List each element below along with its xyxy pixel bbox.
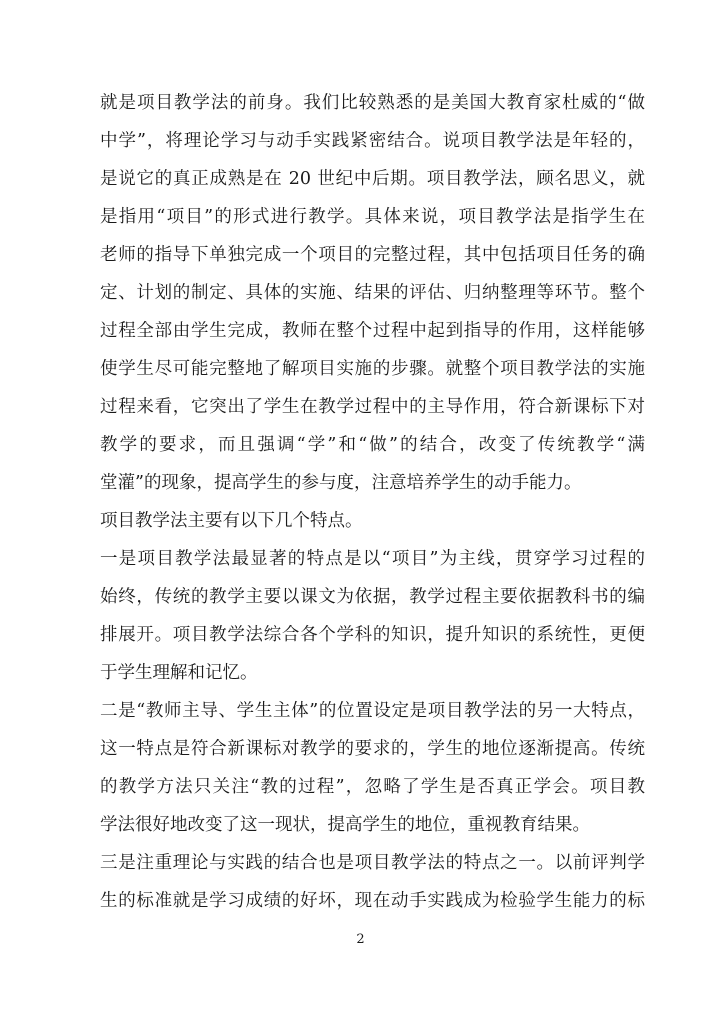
page-number: 2 (356, 932, 365, 947)
text-line: 教学的要求，而且强调“学”和“做”的结合，改变了传统教学“满 (100, 435, 645, 455)
document-body (100, 84, 645, 920)
text-line: 过程全部由学生完成，教师在整个过程中起到指导的作用，这样能够 (100, 321, 645, 341)
text-line: 于学生理解和记忆。 (100, 663, 258, 683)
text-line: 始终，传统的教学主要以课文为依据，教学过程主要依据教科书的编 (100, 587, 645, 607)
text-line: 是指用“项目”的形式进行教学。具体来说，项目教学法是指学生在 (100, 207, 645, 227)
text-line: 就是项目教学法的前身。我们比较熟悉的是美国大教育家杜威的“做 (100, 93, 645, 113)
text-line: 老师的指导下单独完成一个项目的完整过程，其中包括项目任务的确 (100, 245, 645, 265)
paragraph-4 (100, 692, 645, 844)
text-line: 排展开。项目教学法综合各个学科的知识，提升知识的系统性，更便 (100, 625, 645, 645)
text-line: 中学”，将理论学习与动手实践紧密结合。说项目教学法是年轻的， (100, 131, 645, 151)
text-line: 是说它的真正成熟是在 20 世纪中后期。项目教学法，顾名思义，就 (100, 169, 645, 189)
paragraph-1 (100, 84, 645, 502)
page-footer (0, 928, 721, 949)
paragraph-5 (100, 844, 645, 920)
text-line: 一是项目教学法最显著的特点是以“项目”为主线，贯穿学习过程的 (100, 549, 645, 569)
paragraph-3 (100, 540, 645, 692)
text-line: 这一特点是符合新课标对教学的要求的，学生的地位逐渐提高。传统 (100, 739, 645, 759)
text-line: 的教学方法只关注“教的过程”，忽略了学生是否真正学会。项目教 (100, 777, 645, 797)
text-line: 堂灌”的现象，提高学生的参与度，注意培养学生的动手能力。 (100, 473, 582, 493)
text-line: 项目教学法主要有以下几个特点。 (100, 511, 363, 531)
text-line: 过程来看，它突出了学生在教学过程中的主导作用，符合新课标下对 (100, 397, 645, 417)
text-line: 使学生尽可能完整地了解项目实施的步骤。就整个项目教学法的实施 (100, 359, 645, 379)
paragraph-2 (100, 502, 645, 540)
text-line: 生的标准就是学习成绩的好坏，现在动手实践成为检验学生能力的标 (100, 891, 645, 911)
text-line: 学法很好地改变了这一现状，提高学生的地位，重视教育结果。 (100, 815, 590, 835)
text-line: 三是注重理论与实践的结合也是项目教学法的特点之一。以前评判学 (100, 853, 645, 873)
text-line: 二是“教师主导、学生主体”的位置设定是项目教学法的另一大特点， (100, 701, 645, 721)
text-line: 定、计划的制定、具体的实施、结果的评估、归纳整理等环节。整个 (100, 283, 645, 303)
